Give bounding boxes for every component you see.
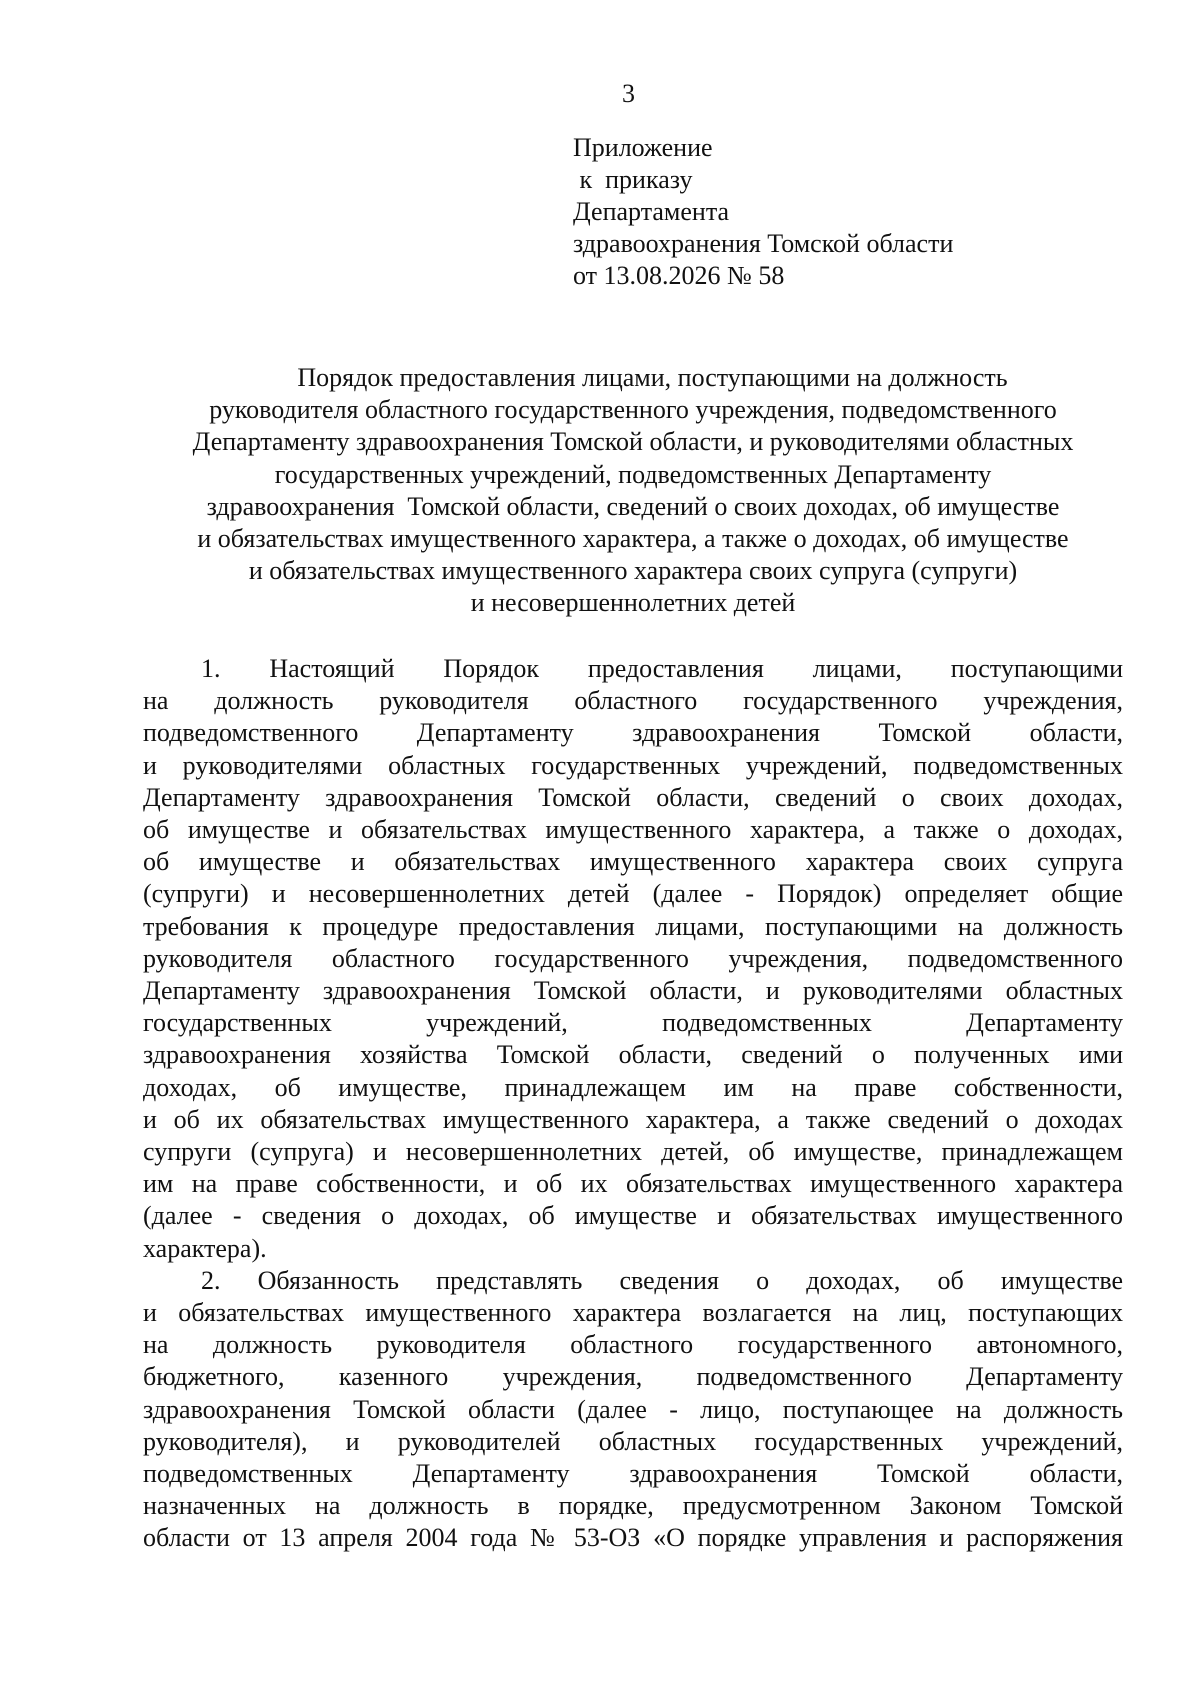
paragraph-line: назначенных на должность в порядке, предусмотренном Законом Томской [143, 1491, 1123, 1521]
title-line: руководителя областного государственного учреждения, подведомственного [209, 395, 1057, 425]
page-number: 3 [622, 79, 635, 108]
paragraph-line: на должность руководителя областного государственного автономного, [143, 1330, 1123, 1360]
paragraph-line: супруги (супруга) и несовершеннолетних детей, об имуществе, принадлежащем [143, 1137, 1123, 1167]
paragraph-2 [143, 1265, 1123, 1555]
paragraph-line: здравоохранения хозяйства Томской области, сведений о полученных ими [143, 1040, 1123, 1070]
appendix-line: от 13.08.2026 № 58 [573, 261, 785, 290]
title-line: государственных учреждений, подведомственных Департаменту [274, 459, 992, 489]
paragraph-line: подведомственных Департаменту здравоохранения Томской области, [143, 1459, 1123, 1489]
paragraph-line: Департаменту здравоохранения Томской области, сведений о своих доходах, [143, 782, 1123, 812]
paragraph-line: здравоохранения Томской области (далее - лицо, поступающее на должность [143, 1394, 1123, 1424]
paragraph-line: (супруги) и несовершеннолетних детей (далее - Порядок) определяет общие [143, 879, 1123, 909]
paragraph-line: об имуществе и обязательствах имущественного характера, а также о доходах, [143, 815, 1123, 845]
paragraph-line: (далее - сведения о доходах, об имуществе и обязательствах имущественного [143, 1201, 1123, 1231]
title-line: Порядок предоставления лицами, поступающими на должность [258, 363, 1008, 392]
paragraph-line: руководителя областного государственного учреждения, подведомственного [143, 943, 1123, 973]
title-line: Департаменту здравоохранения Томской области, и руководителями областных [192, 427, 1074, 457]
paragraph-line: доходах, об имуществе, принадлежащем им на праве собственности, [143, 1072, 1123, 1102]
appendix-line: Приложение [573, 133, 713, 162]
paragraph-line: руководителя), и руководителей областных государственных учреждений, [143, 1426, 1123, 1456]
title-line: и обязательствах имущественного характера, а также о доходах, об имуществе [197, 524, 1069, 554]
paragraph-line: государственных учреждений, подведомственных Департаменту [143, 1008, 1123, 1038]
document-title [142, 362, 1124, 620]
paragraph-line: области от 13 апреля 2004 года № 53-ОЗ «О порядке управления и распоряжения [143, 1523, 1123, 1553]
paragraph-line: им на праве собственности, и об их обязательствах имущественного характера [143, 1169, 1123, 1199]
paragraph-line: подведомственного Департаменту здравоохранения Томской области, [143, 718, 1123, 748]
title-line: и несовершеннолетних детей [470, 588, 796, 618]
paragraph-line: на должность руководителя областного государственного учреждения, [143, 686, 1123, 716]
paragraph-line: и руководителями областных государственных учреждений, подведомственных [143, 750, 1123, 780]
paragraph-line: 2. Обязанность представлять сведения о доходах, об имуществе [201, 1265, 1123, 1295]
paragraph-line: и обязательствах имущественного характера возлагается на лиц, поступающих [143, 1298, 1123, 1328]
paragraph-1 [143, 653, 1123, 1265]
appendix-line: к приказу [573, 165, 693, 194]
paragraph-line: бюджетного, казенного учреждения, подведомственного Департаменту [143, 1362, 1123, 1392]
paragraph-line: 1. Настоящий Порядок предоставления лицами, поступающими [201, 654, 1123, 683]
appendix-line: Департамента [573, 197, 730, 226]
paragraph-line: Департаменту здравоохранения Томской области, и руководителями областных [143, 976, 1123, 1006]
paragraph-line: требования к процедуре предоставления лицами, поступающими на должность [143, 911, 1123, 941]
title-line: и обязательствах имущественного характера своих супруга (супруги) [248, 556, 1018, 586]
paragraph-line: характера). [143, 1233, 267, 1263]
paragraph-line: и об их обязательствах имущественного характера, а также сведений о доходах [143, 1104, 1123, 1134]
document-body [143, 653, 1123, 1555]
title-line: здравоохранения Томской области, сведений о своих доходах, об имуществе [206, 491, 1060, 521]
paragraph-line: об имуществе и обязательствах имущественного характера своих супруга [143, 847, 1123, 877]
appendix-block [573, 132, 1133, 292]
appendix-line: здравоохранения Томской области [573, 229, 954, 258]
